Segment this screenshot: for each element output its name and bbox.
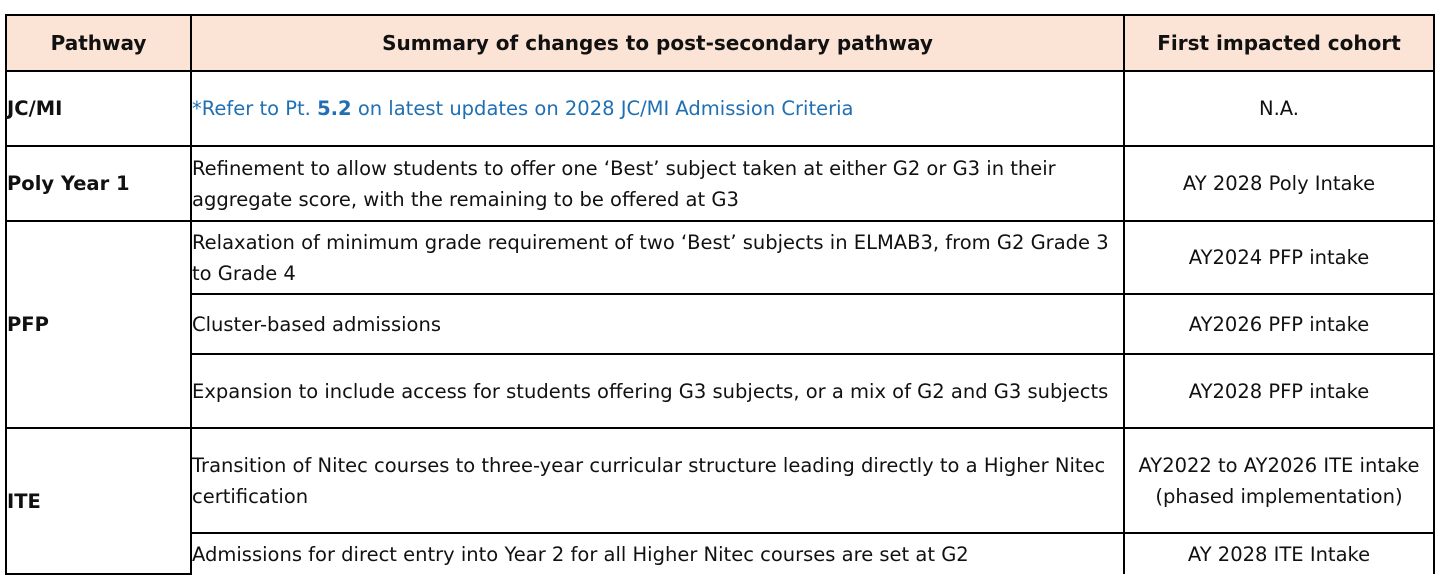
cohort-cell-jcmi: N.A. [1124,71,1434,146]
cohort-cell-pfp-3: AY2028 PFP intake [1124,354,1434,428]
summary-cell-poly: Refinement to allow students to offer one ‘Best’ subject taken at either G2 or G3 in their aggregate score, with the remaining to be offered at G3 [191,146,1124,221]
table-row-jcmi [6,71,1434,146]
table-row-ite-2 [6,533,1434,574]
jcmi-note-suffix: on latest updates on 2028 JC/MI Admission Criteria [351,97,854,120]
header-pathway: Pathway [6,15,191,71]
table-row-poly [6,146,1434,221]
cohort-cell-pfp-2: AY2026 PFP intake [1124,294,1434,354]
table-row-pfp-3 [6,354,1434,428]
jcmi-note-ref: 5.2 [317,97,352,120]
header-summary: Summary of changes to post-secondary pathway [191,15,1124,71]
summary-cell-ite-1: Transition of Nitec courses to three-year curricular structure leading directly to a Higher Nitec certification [191,428,1124,533]
table-row-pfp-1 [6,221,1434,294]
cohort-cell-poly: AY 2028 Poly Intake [1124,146,1434,221]
summary-cell-pfp-1: Relaxation of minimum grade requirement of two ‘Best’ subjects in ELMAB3, from G2 Grade 3 to Grade 4 [191,221,1124,294]
pathway-cell-poly: Poly Year 1 [6,146,191,221]
table-row-ite-1 [6,428,1434,533]
pathway-cell-jcmi: JC/MI [6,71,191,146]
jcmi-note-prefix: *Refer to Pt. [192,97,318,120]
summary-cell-ite-2: Admissions for direct entry into Year 2 for all Higher Nitec courses are set at G2 [191,533,1124,574]
pathway-cell-ite: ITE [6,428,191,574]
jcmi-note [191,71,1124,146]
cohort-cell-ite-1: AY2022 to AY2026 ITE intake (phased implementation) [1124,428,1434,533]
summary-cell-pfp-2: Cluster-based admissions [191,294,1124,354]
header-cohort: First impacted cohort [1124,15,1434,71]
table-row-pfp-2 [6,294,1434,354]
summary-cell-pfp-3: Expansion to include access for students offering G3 subjects, or a mix of G2 and G3 subjects [191,354,1124,428]
cohort-cell-pfp-1: AY2024 PFP intake [1124,221,1434,294]
header-row [6,15,1434,71]
cohort-cell-ite-2: AY 2028 ITE Intake [1124,533,1434,574]
pathway-cell-pfp: PFP [6,221,191,428]
pathway-changes-table [5,14,1435,575]
